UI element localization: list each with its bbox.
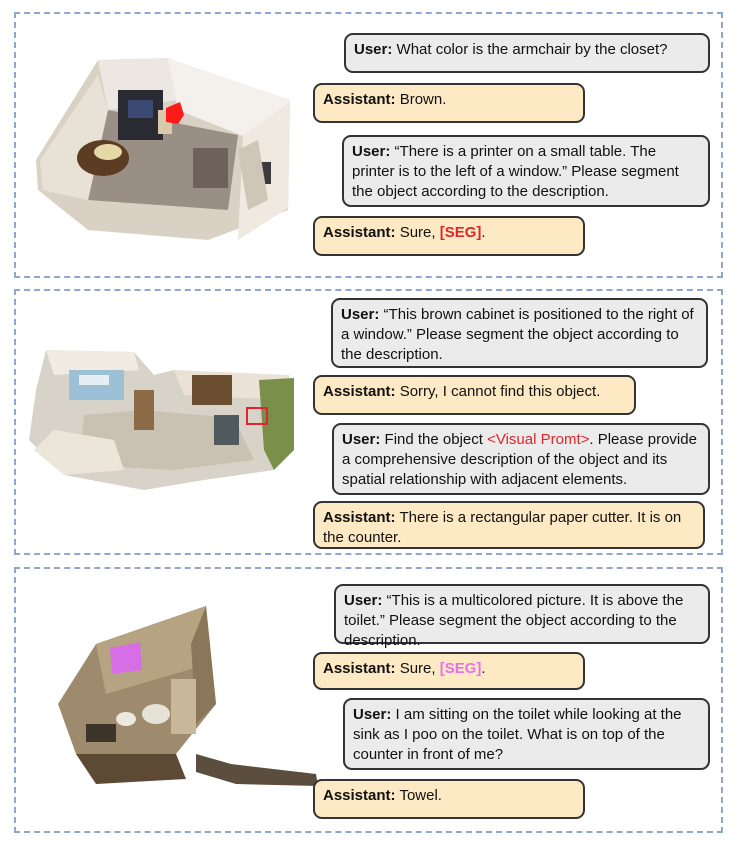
assistant-message: Assistant: Sure, [SEG]. bbox=[313, 652, 585, 690]
user-message: User: “There is a printer on a small table. The printer is to the left of a window.” Please segment the object according to the description. bbox=[342, 135, 710, 207]
seg-token: [SEG] bbox=[439, 224, 482, 241]
user-message: User: I am sitting on the toilet while looking at the sink as I poo on the toilet. What is on top of the counter in front of me? bbox=[343, 698, 710, 770]
assistant-message: Assistant: Towel. bbox=[313, 779, 585, 819]
assistant-message: Assistant: Sure, [SEG]. bbox=[313, 216, 585, 256]
assistant-message: Assistant: Brown. bbox=[313, 83, 585, 123]
seg-token: [SEG] bbox=[439, 660, 482, 677]
assistant-message: Assistant: Sorry, I cannot find this object. bbox=[313, 375, 636, 415]
user-message: User: “This is a multicolored picture. It is above the toilet.” Please segment the object according to the description. bbox=[334, 584, 710, 644]
scene-3-pointcloud-image bbox=[56, 604, 326, 818]
scene-2-pointcloud-image bbox=[24, 330, 306, 510]
user-message: User: “This brown cabinet is positioned to the right of a window.” Please segment the object according to the description. bbox=[331, 298, 708, 368]
user-message: User: Find the object <Visual Promt>. Please provide a comprehensive description of the object and its spatial relationship with adjacent elements. bbox=[332, 423, 710, 495]
assistant-message: Assistant: There is a rectangular paper cutter. It is on the counter. bbox=[313, 501, 705, 549]
visual-prompt-token: <Visual Promt> bbox=[487, 431, 590, 448]
scene-1-pointcloud-image bbox=[28, 40, 308, 250]
user-message: User: What color is the armchair by the closet? bbox=[344, 33, 710, 73]
